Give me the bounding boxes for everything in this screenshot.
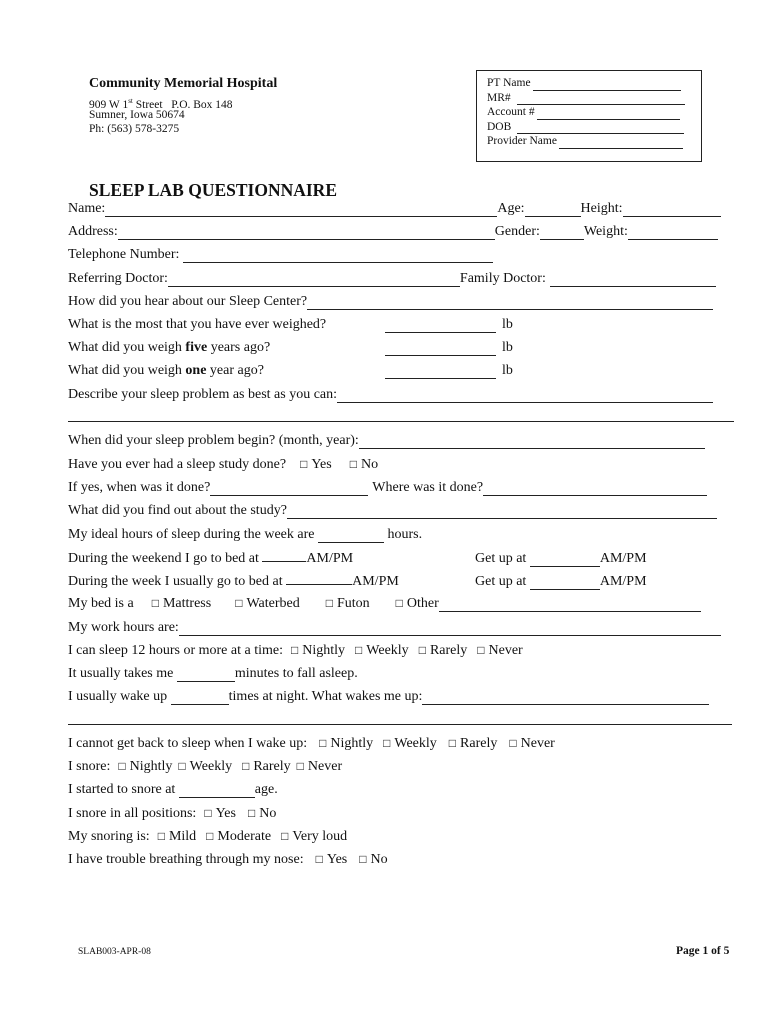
week-bed-line: During the week I usually go to bed at AM/PM Get up at AM/PM [68, 574, 647, 589]
started-snore-line: I started to snore at age. [68, 782, 278, 797]
five-years-line: What did you weigh five years ago? lb [68, 340, 513, 355]
week-bed-field[interactable] [286, 572, 352, 585]
sleep12-never-checkbox[interactable]: □ Never [477, 643, 523, 658]
positions-no-checkbox[interactable]: □ No [247, 806, 277, 821]
when-where-line: If yes, when was it done? Where was it done? [68, 479, 707, 496]
sleep12-weekly-checkbox[interactable]: □ Weekly [355, 643, 409, 658]
find-out-line: What did you find out about the study? [68, 502, 717, 519]
hear-line: How did you hear about our Sleep Center? [68, 293, 713, 310]
wake-times-field[interactable] [171, 692, 229, 705]
find-out-field[interactable] [287, 506, 717, 519]
hospital-name: Community Memorial Hospital [89, 76, 278, 91]
nose-no-checkbox[interactable]: □ No [359, 852, 388, 867]
very-loud-checkbox[interactable]: □ Very loud [281, 829, 348, 844]
describe-field-extra[interactable] [68, 421, 734, 422]
name-field[interactable] [105, 204, 497, 217]
form-code: SLAB003-APR-08 [78, 947, 151, 957]
begin-field[interactable] [359, 436, 705, 449]
gender-field[interactable] [540, 227, 584, 240]
study-line: Have you ever had a sleep study done? □ Yes □ No [68, 457, 379, 472]
wakes-me-up-field-extra[interactable] [68, 724, 732, 725]
snore-line: I snore: □ Nightly □ Weekly □ Rarely □ Never [68, 759, 343, 774]
mild-checkbox[interactable]: □ Mild [157, 829, 197, 844]
nose-line: I have trouble breathing through my nose: □ Yes □ No [68, 852, 388, 867]
one-year-weight-field[interactable] [385, 366, 496, 379]
describe-line: Describe your sleep problem as best as you can: [68, 386, 713, 403]
other-checkbox[interactable]: □ Other [395, 596, 439, 611]
positions-line: I snore in all positions: □ Yes □ No [68, 806, 277, 821]
address-line: Address: Gender: Weight: [68, 223, 718, 240]
hospital-city: Sumner, Iowa 50674 [89, 109, 185, 121]
positions-yes-checkbox[interactable]: □ Yes [204, 806, 236, 821]
dob-row: DOB [487, 120, 701, 135]
cannot-back-nightly-checkbox[interactable]: □ Nightly [319, 736, 374, 751]
study-yes-checkbox[interactable]: □ Yes [300, 457, 332, 472]
hospital-street: 909 W 1st Street P.O. Box 148 [89, 97, 233, 111]
telephone-line: Telephone Number: [68, 246, 493, 263]
work-hours-field[interactable] [179, 623, 721, 636]
cannot-back-weekly-checkbox[interactable]: □ Weekly [383, 736, 437, 751]
waterbed-checkbox[interactable]: □ Waterbed [235, 596, 300, 611]
fall-asleep-line: It usually takes me minutes to fall asleep. [68, 666, 358, 681]
weekend-bed-field[interactable] [262, 549, 306, 562]
other-field[interactable] [439, 599, 701, 612]
weight-field[interactable] [628, 227, 718, 240]
snore-never-checkbox[interactable]: □ Never [296, 759, 343, 774]
snore-rarely-checkbox[interactable]: □ Rarely [242, 759, 291, 774]
when-done-field[interactable] [210, 483, 368, 496]
cannot-back-line: I cannot get back to sleep when I wake up: □ Nightly □ Weekly □ Rarely □ Never [68, 736, 555, 751]
patient-info-box [476, 70, 702, 162]
pt-name-row: PT Name [487, 76, 701, 91]
work-hours-line: My work hours are: [68, 619, 721, 636]
ideal-hours-line: My ideal hours of sleep during the week are hours. [68, 527, 423, 542]
mr-row: MR# [487, 91, 701, 106]
bed-type-line: My bed is a □ Mattress □ Waterbed □ Futon □ Other [68, 595, 701, 612]
account-row: Account # [487, 105, 701, 120]
pt-name-field[interactable] [533, 80, 681, 91]
height-field[interactable] [623, 204, 721, 217]
cannot-back-never-checkbox[interactable]: □ Never [509, 736, 555, 751]
one-year-line: What did you weigh one year ago? lb [68, 363, 513, 378]
mr-field[interactable] [517, 94, 685, 105]
name-line: Name: Age: Height: [68, 200, 721, 217]
most-weighed-field[interactable] [385, 320, 496, 333]
dob-field[interactable] [517, 123, 684, 134]
most-weighed-line: What is the most that you have ever weighed? lb [68, 317, 513, 332]
nose-yes-checkbox[interactable]: □ Yes [315, 852, 348, 867]
mattress-checkbox[interactable]: □ Mattress [151, 596, 212, 611]
age-field[interactable] [525, 204, 581, 217]
account-field[interactable] [537, 109, 680, 120]
futon-checkbox[interactable]: □ Futon [325, 596, 370, 611]
provider-row: Provider Name [487, 134, 701, 149]
begin-line: When did your sleep problem begin? (month, year): [68, 432, 705, 449]
sleep12-nightly-checkbox[interactable]: □ Nightly [290, 643, 346, 658]
fall-asleep-field[interactable] [177, 669, 235, 682]
referring-doctor-field[interactable] [168, 274, 460, 287]
study-no-checkbox[interactable]: □ No [349, 457, 379, 472]
snore-weekly-checkbox[interactable]: □ Weekly [178, 759, 233, 774]
weekend-bed-line: During the weekend I go to bed at AM/PM Get up at AM/PM [68, 551, 647, 566]
five-years-weight-field[interactable] [385, 343, 496, 356]
started-snore-field[interactable] [179, 785, 255, 798]
doctor-line: Referring Doctor: Family Doctor: [68, 270, 716, 287]
moderate-checkbox[interactable]: □ Moderate [206, 829, 272, 844]
wakes-me-up-field[interactable] [422, 692, 709, 705]
page-number: Page 1 of 5 [676, 945, 730, 957]
describe-field[interactable] [337, 390, 713, 403]
snoring-is-line: My snoring is: □ Mild □ Moderate □ Very loud [68, 829, 348, 844]
sleep12-rarely-checkbox[interactable]: □ Rarely [418, 643, 468, 658]
cannot-back-rarely-checkbox[interactable]: □ Rarely [448, 736, 498, 751]
hospital-phone: Ph: (563) 578-3275 [89, 123, 180, 135]
address-field[interactable] [118, 227, 495, 240]
page-title: SLEEP LAB QUESTIONNAIRE [89, 180, 337, 200]
provider-field[interactable] [559, 138, 683, 149]
telephone-field[interactable] [183, 250, 493, 263]
week-getup-field[interactable] [530, 577, 600, 590]
sleep12-line: I can sleep 12 hours or more at a time: □ Nightly □ Weekly □ Rarely □ Never [68, 643, 523, 658]
weekend-getup-field[interactable] [530, 554, 600, 567]
snore-nightly-checkbox[interactable]: □ Nightly [118, 759, 173, 774]
wake-times-line: I usually wake up times at night. What wakes me up: [68, 688, 709, 705]
family-doctor-field[interactable] [550, 274, 716, 287]
hear-field[interactable] [307, 297, 713, 310]
where-done-field[interactable] [483, 483, 707, 496]
ideal-hours-field[interactable] [318, 530, 384, 543]
